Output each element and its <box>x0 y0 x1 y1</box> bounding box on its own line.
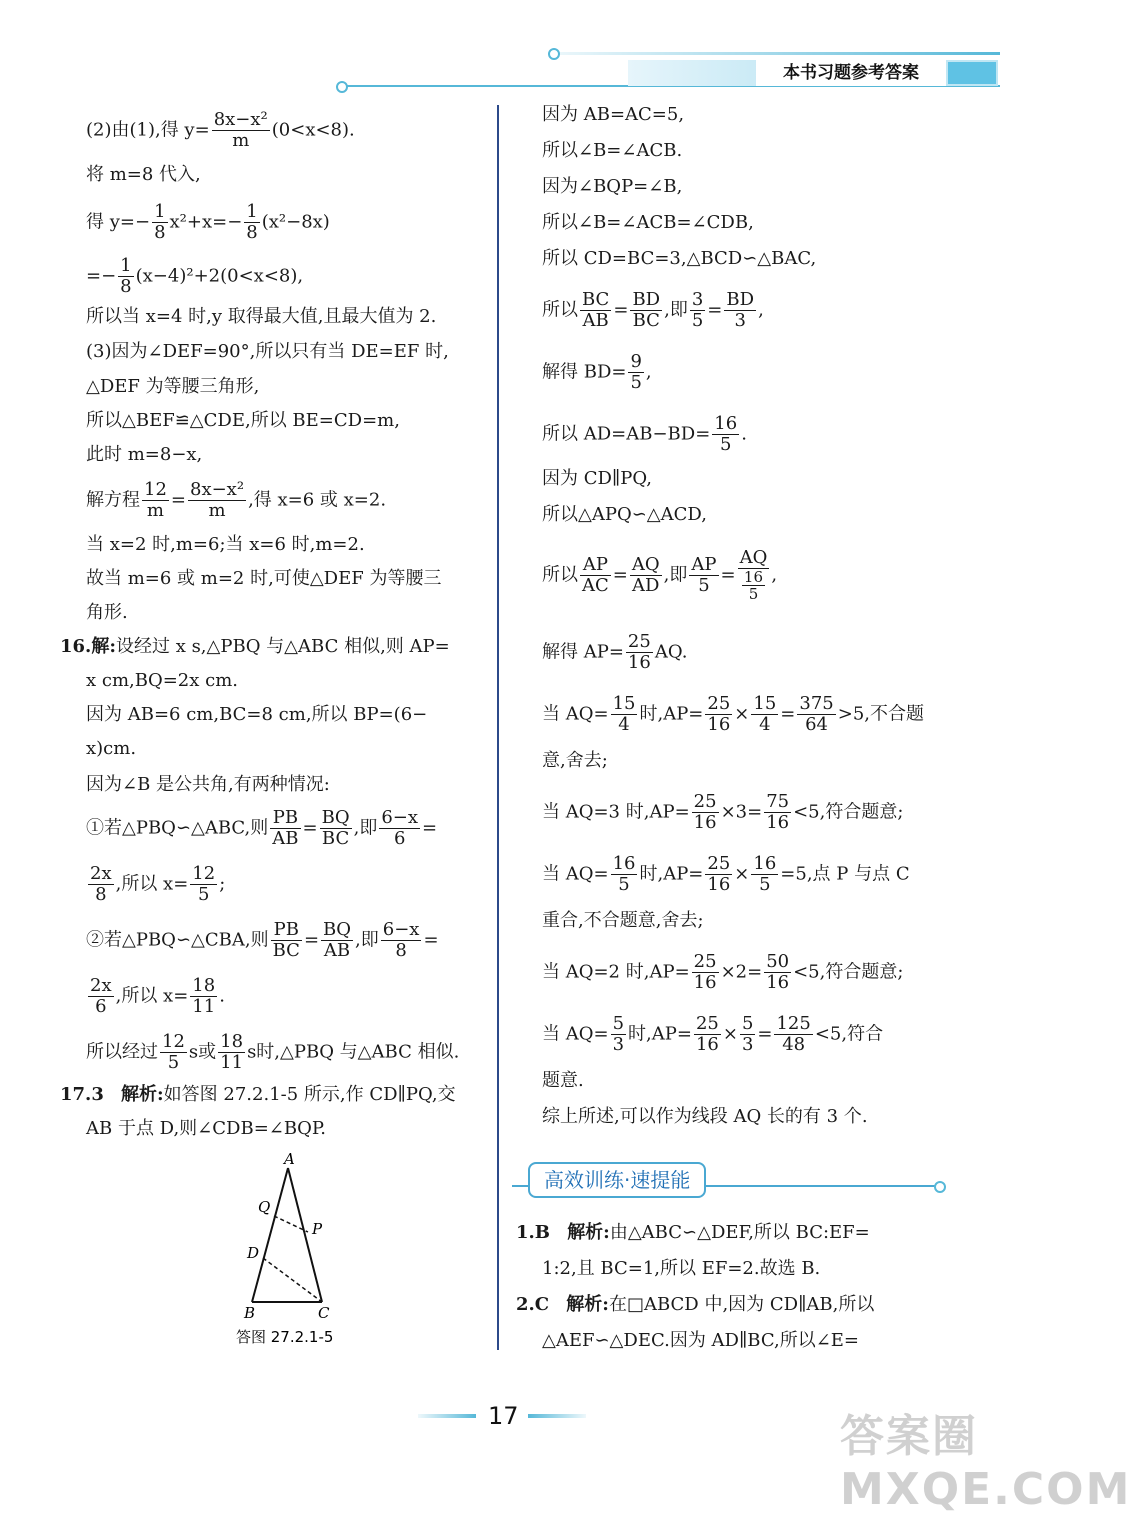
section-dot <box>934 1181 946 1193</box>
line: 因为 AB=AC=5, <box>542 104 685 125</box>
line: AB 于点 D,则∠CDB=∠BQP. <box>86 1118 327 1139</box>
line: 当 AQ=3 时,AP= $\frac{25}{16}$ ×3= $\frac{75}{16}$ <5,符合题意; <box>542 791 904 833</box>
line: 所以 AD=AB−BD= $\frac{16}{5}$ . <box>542 413 747 455</box>
line: 解得 AP= $\frac{25}{16}$ AQ. <box>542 631 688 673</box>
line: 题意. <box>542 1070 584 1091</box>
header-end-block <box>948 62 996 84</box>
question-1: 1.B 解析:由△ABC∽△DEF,所以 BC:EF= <box>516 1222 870 1243</box>
line: ②若△PBQ∽△CBA,则 $\frac{PB}{BC}$ = $\frac{BQ}{AB}$ ,即 $\frac{6-x}{8}$ = <box>86 919 439 961</box>
line: 所以 $\frac{AP}{AC}$ = $\frac{AQ}{AD}$ ,即 $\frac{AP}{5}$ = $\frac{AQ}{\frac{16}{5}}$ , <box>542 547 778 604</box>
label-A: A <box>284 1150 295 1168</box>
watermark: 答案圈 MXQE.COM <box>840 1411 1131 1515</box>
line: 所以△APQ∽△ACD, <box>542 504 707 525</box>
line: x cm,BQ=2x cm. <box>86 670 239 691</box>
line: 所以∠B=∠ACB. <box>542 140 683 161</box>
header-dot <box>548 48 560 60</box>
question-17: 17.3 解析:如答图 27.2.1-5 所示,作 CD∥PQ,交 <box>60 1084 456 1105</box>
line: (3)因为∠DEF=90°,所以只有当 DE=EF 时, <box>86 341 449 362</box>
fraction: $\frac{\text{8x−x²}}{m}$ <box>213 109 268 151</box>
line: $\frac{2x}{8}$ ,所以 x= $\frac{12}{5}$ ; <box>90 863 226 905</box>
label-C: C <box>318 1304 330 1322</box>
side-AB <box>252 1168 288 1302</box>
line: 当 x=2 时,m=6;当 x=6 时,m=2. <box>86 534 365 555</box>
line: △AEF∽△DEC.因为 AD∥BC,所以∠E= <box>542 1330 860 1351</box>
line: ①若△PBQ∽△ABC,则 $\frac{PB}{AB}$ = $\frac{BQ}{BC}$ ,即 $\frac{6-x}{6}$ = <box>86 807 438 849</box>
line: 此时 m=8−x, <box>86 444 203 465</box>
figure-caption: 答图 27.2.1-5 <box>236 1328 334 1346</box>
line: 所以经过 $\frac{12}{5}$ s或 $\frac{18}{11}$ s时,△PBQ 与△ABC 相似. <box>86 1031 460 1073</box>
line: 因为 CD∥PQ, <box>542 468 652 489</box>
line: 所以 $\frac{BC}{AB}$ = $\frac{BD}{BC}$ ,即 $\frac{3}{5}$ = $\frac{BD}{3}$ , <box>542 289 764 331</box>
figure-27-2-1-5 <box>230 1150 370 1350</box>
line: 所以 CD=BC=3,△BCD∽△BAC, <box>542 248 817 269</box>
question-16: 16.解:设经过 x s,△PBQ 与△ABC 相似,则 AP= <box>60 636 450 657</box>
label-P: P <box>312 1220 323 1238</box>
triangle-diagram <box>230 1150 370 1350</box>
line: (2)由(1),得 y= $\frac{\text{8x−x²}}{m}$ (0<x<8). <box>86 109 355 151</box>
line: $\frac{2x}{6}$ ,所以 x= $\frac{18}{11}$ . <box>90 975 225 1017</box>
footer-deco-right <box>528 1414 586 1418</box>
header-title: 本书习题参考答案 <box>756 60 946 86</box>
line: 当 AQ=2 时,AP= $\frac{25}{16}$ ×2= $\frac{50}{16}$ <5,符合题意; <box>542 951 904 993</box>
line: 综上所述,可以作为线段 AQ 长的有 3 个. <box>542 1106 868 1127</box>
line: 当 AQ= $\frac{15}{4}$ 时,AP= $\frac{25}{16}$ × $\frac{15}{4}$ = $\frac{375}{64}$ >5,不合题 <box>542 693 925 735</box>
line: 将 m=8 代入, <box>86 164 201 185</box>
line: △DEF 为等腰三角形, <box>86 376 260 397</box>
label-Q: Q <box>258 1198 271 1216</box>
section-title: 高效训练·速提能 <box>528 1162 706 1198</box>
line: 当 AQ= $\frac{5}{3}$ 时,AP= $\frac{25}{16}$ × $\frac{5}{3}$ = $\frac{125}{48}$ <5,符合 <box>542 1013 884 1055</box>
column-divider <box>497 105 499 1350</box>
line: 当 AQ= $\frac{16}{5}$ 时,AP= $\frac{25}{16}$ × $\frac{16}{5}$ =5,点 P 与点 C <box>542 853 910 895</box>
line: 得 y=− $\frac{1}{8}$ x²+x=− $\frac{1}{8}$ (x²−8x) <box>86 201 330 243</box>
page-number: 17 <box>488 1402 519 1430</box>
line: 意,舍去; <box>542 750 608 771</box>
line: 因为∠BQP=∠B, <box>542 176 683 197</box>
label-B: B <box>244 1304 256 1322</box>
line: 重合,不合题意,舍去; <box>542 910 704 931</box>
line: 所以当 x=4 时,y 取得最大值,且最大值为 2. <box>86 306 437 327</box>
line: 所以∠B=∠ACB=∠CDB, <box>542 212 754 233</box>
line: 所以△BEF≌△CDE,所以 BE=CD=m, <box>86 410 400 431</box>
line: 1:2,且 BC=1,所以 EF=2.故选 B. <box>542 1258 821 1279</box>
line: 因为∠B 是公共角,有两种情况: <box>86 774 330 795</box>
line: =− $\frac{1}{8}$ (x−4)²+2(0<x<8), <box>86 255 304 297</box>
line: 解方程 $\frac{12}{m}$ = $\frac{\text{8x−x²}}{m}$ ,得 x=6 或 x=2. <box>86 479 387 521</box>
label-D: D <box>247 1244 260 1262</box>
line: 解得 BD= $\frac{9}{5}$ , <box>542 351 652 393</box>
line: 故当 m=6 或 m=2 时,可使△DEF 为等腰三 <box>86 568 442 589</box>
header-dot <box>336 81 348 93</box>
header-band <box>548 52 1000 55</box>
footer-deco-left <box>418 1414 476 1418</box>
line: 因为 AB=6 cm,BC=8 cm,所以 BP=(6− <box>86 704 428 725</box>
line: x)cm. <box>86 738 137 759</box>
question-2: 2.C 解析:在□ABCD 中,因为 CD∥AB,所以 <box>516 1294 875 1315</box>
line: 角形. <box>86 602 128 623</box>
